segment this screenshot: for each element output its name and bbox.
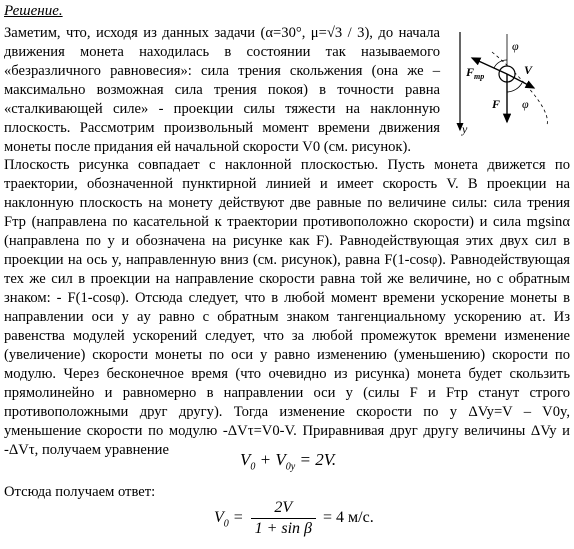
force-diagram: [452, 30, 562, 140]
fraction-numerator: 2V: [251, 498, 316, 519]
gravity-force-label: F: [492, 97, 501, 111]
answer-fraction: [251, 498, 316, 539]
angle-phi-bottom: φ: [522, 97, 529, 111]
paragraph-main: Плоскость рисунка совпадает с наклонной плоскостью. Пусть монета движется по траектории, обозначенной пунктирной линией и имеет скорость V. В проекции на наклонную плоскость на монету действуют две равные по величине силы: сила трения Fтр (направлена по касательной к траектории противоположно скорости) и сила mgsinα (направлена по y и обозначена на рисунке как F). Равнодействующая этих двух сил в проекции на ось y, направленную вниз (см. рисунок), равна F(1-cosφ). Равнодействующая тех же сил в проекции на направление скорости равна той же величине, но с обратным знаком: - F(1-cosφ). Отсюда следует, что в любой момент времени ускорение монеты в направлении оси y ay равно с обратным знаком тангенциальному ускорению aτ. Из равенства модулей ускорений следует, что за любой промежуток времени изменение (увеличение) скорости монеты по оси y равно изменению (уменьшению) скорости по модулю. Через бесконечное время (что очевидно из рисунка) монета будет скользить прямолинейно и равномерно в направлении оси y (силы F и Fтр станут строго противоположными друг другу). Тогда изменение скорости по y ΔVy=V – V0y, уменьшение скорости по модулю -ΔVτ=V0-V. Приравнивая друг другу величины ΔVy и -ΔVτ, получаем уравнение: [4, 157, 570, 458]
equation-answer: $V_0$ = $\frac{2V}{\text{1 + sin β}}$ = 4 м/с.: [214, 499, 374, 537]
y-axis-label: y: [462, 122, 468, 136]
friction-force-label: $F_{тр}$: [466, 65, 485, 81]
angle-arc-bottom: [507, 83, 522, 92]
paragraph-intro: Заметим, что, исходя из данных задачи (α=30°, μ=√3 / 3), до начала движения монета находилась в состоянии так называемого «безразличного равновесия»: сила трения скольжения (она же – максимально возможная сила трения покоя) в точности равна «сталкивающей силе» - проекции силы тяжести на наклонную плоскость. Рассмотрим произвольный момент времени движения монеты после придания ей начальной скорости V0 (см. рисунок).: [4, 25, 440, 155]
answer-intro: Отсюда получаем ответ:: [4, 484, 156, 500]
fraction-denominator: 1 + sin β: [254, 520, 313, 537]
angle-phi-top: φ: [512, 39, 519, 53]
trajectory-dashed: [492, 52, 547, 125]
equation-velocities: $V_0 + V_{0y} = 2V$.: [240, 450, 337, 473]
velocity-label: V: [524, 63, 533, 77]
solution-heading: Решение.: [4, 3, 63, 19]
